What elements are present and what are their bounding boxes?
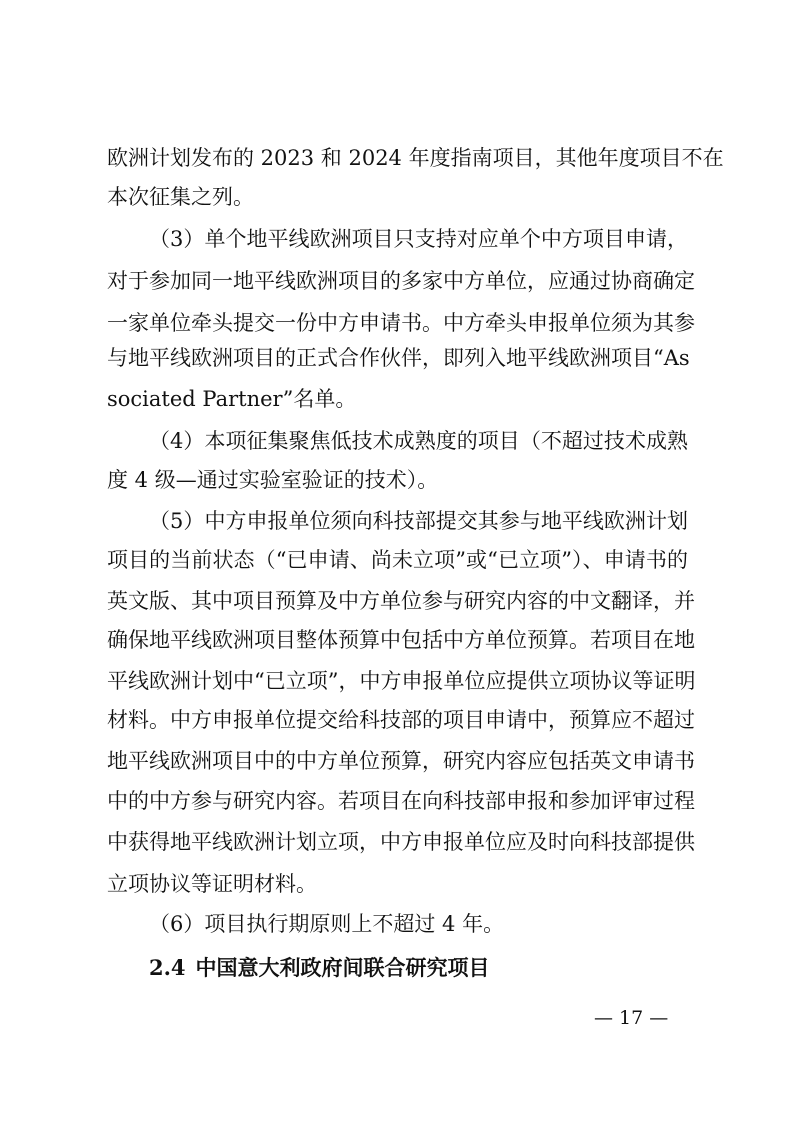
text-line: 确保地平线欧洲项目整体预算中包括中方单位预算。若项目在地 <box>107 628 695 652</box>
text-line: sociated Partner”名单。 <box>107 387 357 411</box>
text-line: 欧洲计划发布的 2023 和 2024 年度指南项目，其他年度项目不在 <box>107 146 724 170</box>
text-line: 度 4 级—通过实验室验证的技术）。 <box>107 468 439 492</box>
text-line: 本次征集之列。 <box>107 185 254 209</box>
text-line: （4）本项征集聚焦低技术成熟度的项目（不超过技术成熟 <box>149 429 688 453</box>
text-line: 中获得地平线欧洲计划立项，中方申报单位应及时向科技部提供 <box>107 830 695 854</box>
section-heading <box>149 955 490 981</box>
text-line: 材料。中方申报单位提交给科技部的项目申请中，预算应不超过 <box>107 708 695 732</box>
text-line: 平线欧洲计划中“已立项”，中方申报单位应提供立项协议等证明 <box>107 669 696 693</box>
page-number: — 17 — <box>594 1007 669 1029</box>
section-title: 中国意大利政府间联合研究项目 <box>195 955 490 980</box>
text-line: 一家单位牵头提交一份中方申请书。中方牵头申报单位须为其参 <box>107 311 695 335</box>
text-line: 项目的当前状态（“已申请、尚未立项”或“已立项”）、申请书的 <box>107 548 688 572</box>
text-line: （5）中方申报单位须向科技部提交其参与地平线欧洲计划 <box>149 509 688 533</box>
text-line: 中的中方参与研究内容。若项目在向科技部申报和参加评审过程 <box>107 789 695 813</box>
text-line: 与地平线欧洲项目的正式合作伙伴，即列入地平线欧洲项目“As <box>107 346 690 370</box>
text-line: （3）单个地平线欧洲项目只支持对应单个中方项目申请， <box>149 227 688 251</box>
text-line: （6）项目执行期原则上不超过 4 年。 <box>149 912 505 936</box>
text-line: 立项协议等证明材料。 <box>107 872 317 896</box>
text-line: 对于参加同一地平线欧洲项目的多家中方单位，应通过协商确定 <box>107 269 695 293</box>
section-number: 2.4 <box>149 955 186 980</box>
text-line: 地平线欧洲项目中的中方单位预算，研究内容应包括英文申请书 <box>107 749 695 773</box>
text-line: 英文版、其中项目预算及中方单位参与研究内容的中文翻译，并 <box>107 589 695 613</box>
